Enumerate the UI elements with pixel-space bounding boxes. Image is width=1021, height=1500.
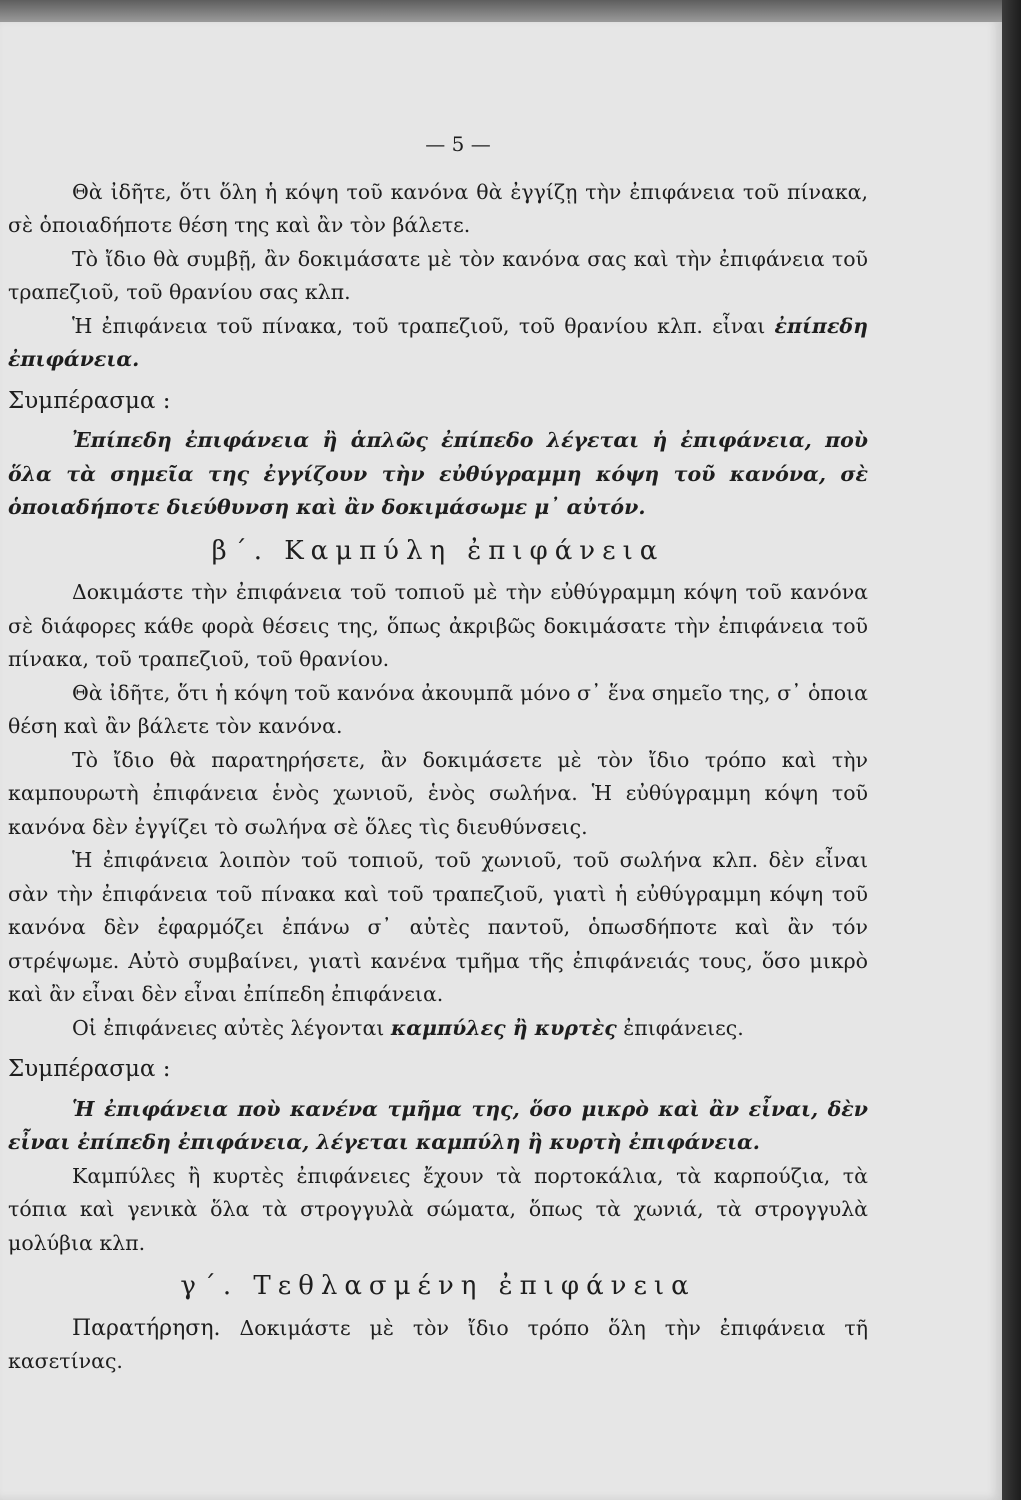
paragraph-text: Ἡ ἐπιφάνεια τοῦ πίνακα, τοῦ τραπεζιοῦ, τοῦ θρανίου κλπ. εἶναι: [72, 313, 766, 338]
paragraph: Ἡ ἐπιφάνεια λοιπὸν τοῦ τοπιοῦ, τοῦ χωνιοῦ, τοῦ σωλήνα κλπ. δὲν εἶναι σὰν τὴν ἐπιφάνεια τοῦ πίνακα καὶ τοῦ τραπεζιοῦ, γιατὶ ἡ εὐθύγραμμη κόψη τοῦ κανόνα δὲν ἐφαρμόζει ἐπάνω σ᾽ αὐτὲς παντοῦ, ὁπωσδήποτε καὶ ἂν τόν στρέψωμε. Αὐτὸ συμβαίνει, γιατὶ κανένα τμῆμα τῆς ἐπιφάνειάς τους, ὅσο μικρὸ καὶ ἂν εἶναι δὲν εἶναι ἐπίπεδη ἐπιφάνεια.: [8, 848, 868, 1006]
paragraph: Καμπύλες ἢ κυρτὲς ἐπιφάνειες ἔχουν τὰ πορτοκάλια, τὰ καρπούζια, τὰ τόπια καὶ γενικὰ ὅλα τὰ στρογγυλὰ σώματα, ὅπως τὰ χωνιά, τὰ στρογγυλὰ μολύβια κλπ.: [8, 1163, 868, 1255]
conclusion-definition: Ἡ ἐπιφάνεια ποὺ κανένα τμῆμα της, ὅσο μικρὸ καὶ ἂν εἶναι, δὲν εἶναι ἐπίπεδη ἐπιφάνεια, λέγεται καμπύλη ἢ κυρτὴ ἐπιφάνεια.: [8, 1096, 868, 1154]
paragraph: Τὸ ἴδιο θὰ συμβῇ, ἂν δοκιμάσατε μὲ τὸν κανόνα σας καὶ τὴν ἐπιφάνεια τοῦ τραπεζιοῦ, τοῦ θρανίου σας κλπ.: [8, 246, 868, 304]
paragraph-text: ἐπιφάνειες.: [623, 1015, 744, 1040]
page-top-shadow: [0, 0, 1002, 22]
paragraph-text: Οἱ ἐπιφάνειες αὐτὲς λέγονται: [72, 1015, 385, 1040]
section-title: β΄. Καμπύλη ἐπιφάνεια: [211, 535, 665, 566]
paragraph: Δοκιμάστε τὴν ἐπιφάνεια τοῦ τοπιοῦ μὲ τὴν εὐθύγραμμη κόψη τοῦ κανόνα σὲ διάφορες κάθε φορὰ θέσεις της, ὅπως ἀκριβῶς δοκιμάσατε τὴν ἐπιφάνεια τοῦ πίνακα, τοῦ τραπεζιοῦ, τοῦ θρανίου.: [8, 580, 868, 671]
observation-label: Παρατήρηση.: [72, 1315, 221, 1341]
conclusion-label: Συμπέρασμα :: [8, 387, 171, 414]
paragraph: [8, 1012, 868, 1046]
page-number: — 5 —: [425, 132, 491, 156]
paragraph: Θὰ ἰδῆτε, ὅτι ἡ κόψη τοῦ κανόνα ἀκουμπᾶ μόνο σ᾽ ἕνα σημεῖο της, σ᾽ ὁποια θέση καὶ ἂν βάλετε τὸν κανόνα.: [8, 680, 868, 738]
conclusion-label: Συμπέρασμα :: [8, 1056, 171, 1082]
paragraph-text: Δοκιμάστε μὲ τὸν ἴδιο τρόπο ὅλη τὴν ἐπιφάνεια τῆ κασετίνας.: [8, 1315, 868, 1373]
section-title: γ΄. Τεθλασμένη ἐπιφάνεια: [180, 1271, 696, 1301]
conclusion-definition: Ἐπίπεδη ἐπιφάνεια ἢ ἁπλῶς ἐπίπεδο λέγεται ἡ ἐπιφάνεια, ποὺ ὅλα τὰ σημεῖα της ἐγγίζουν τὴν εὐθύγραμμη κόψη τοῦ κανόνα, σὲ ὁποιαδήποτε διεύθυνση καὶ ἂν δοκιμάσωμε μ᾽ αὐτόν.: [8, 428, 868, 519]
paragraph: [8, 310, 868, 377]
term-emphasis: ἐπίπεδη ἐπιφάνεια.: [8, 313, 868, 371]
paragraph: Τὸ ἴδιο θὰ παρατηρήσετε, ἂν δοκιμάσετε μὲ τὸν ἴδιο τρόπο καὶ τὴν καμπουρωτὴ ἐπιφάνεια ἑνὸς χωνιοῦ, ἑνὸς σωλήνα. Ἡ εὐθύγραμμη κόψη τοῦ κανόνα δὲν ἐγγίζει τὸ σωλήνα σὲ ὅλες τὶς διευθύνσεις.: [8, 747, 868, 839]
term-emphasis: καμπύλες ἢ κυρτὲς: [390, 1015, 617, 1040]
binding-edge: [1002, 0, 1021, 1500]
page-text: [8, 128, 868, 1379]
paragraph: Θὰ ἰδῆτε, ὅτι ὅλη ἡ κόψη τοῦ κανόνα θὰ ἐγγίζῃ τὴν ἐπιφάνεια τοῦ πίνακα, σὲ ὁποιαδήποτε θέση της καὶ ἂν τὸν βάλετε.: [8, 179, 868, 237]
paragraph: [8, 1312, 868, 1379]
